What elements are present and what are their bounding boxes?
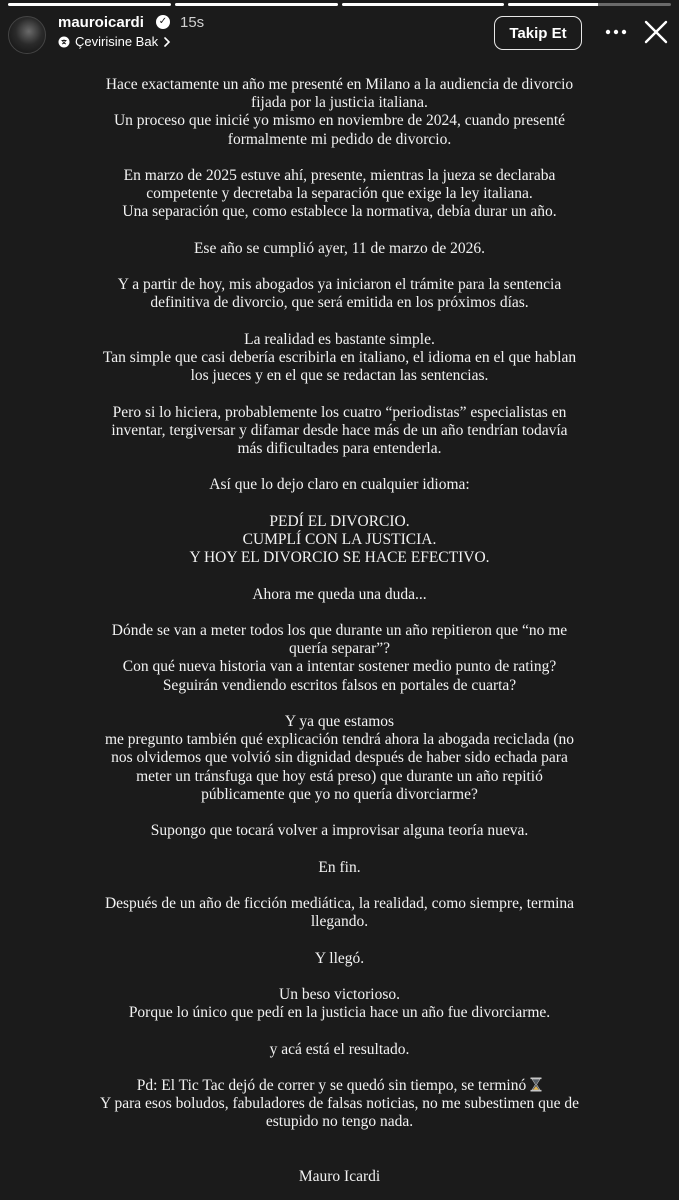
paragraph <box>70 167 609 222</box>
text-line: En fin. <box>318 858 361 876</box>
text-line: Una separación que, como establece la normativa, debía durar un año. <box>122 203 557 221</box>
hourglass-icon <box>530 1077 542 1092</box>
progress-fill <box>342 3 505 6</box>
text-line: Y HOY EL DIVORCIO SE HACE EFECTIVO. <box>189 549 490 567</box>
post-text <box>70 76 609 1186</box>
progress-fill <box>175 3 338 6</box>
text-line: formalmente mi pedido de divorcio. <box>227 130 452 148</box>
paragraph <box>70 622 609 695</box>
paragraph <box>70 331 609 386</box>
chevron-right-icon <box>163 37 171 47</box>
paragraph <box>70 713 609 804</box>
verified-badge-icon: ✓ <box>156 15 170 29</box>
text-line: En marzo de 2025 estuve ahí, presente, mientras la jueza se declaraba <box>123 167 556 184</box>
text-line: los jueces y en el que se redactan las sentencias. <box>190 367 489 385</box>
text-line: quería separar”? <box>288 640 391 658</box>
text-line: me pregunto también qué explicación tendrá ahora la abogada reciclada (no <box>104 731 575 749</box>
progress-fill <box>508 3 598 6</box>
paragraph <box>70 513 609 568</box>
paragraph <box>70 476 609 494</box>
paragraph <box>70 986 609 1022</box>
text-line: nos olvidemos que volvió sin dignidad después de haber sido echada para <box>111 749 568 767</box>
paragraph <box>70 276 609 312</box>
paragraph <box>70 404 609 459</box>
text-line: Pero si lo hiciera, probablemente los cuatro “periodistas” especialistas en <box>112 403 567 421</box>
postscript <box>70 1077 609 1132</box>
text-line: competente y decretaba la separación que exige la ley italiana. <box>146 185 533 203</box>
username[interactable]: mauroicardi <box>58 14 144 31</box>
translate-link[interactable] <box>58 34 171 49</box>
text-line: definitiva de divorcio, que será emitida en los próximos días. <box>150 294 529 312</box>
text-line: Dónde se van a meter todos los que durante un año repitieron que “no me <box>111 621 568 639</box>
text-line: Ese año se cumplió ayer, 11 de marzo de 2026. <box>193 239 486 257</box>
text-line: La realidad es bastante simple. <box>244 330 435 348</box>
paragraph <box>70 822 609 840</box>
text-line: Y ya que estamos <box>284 712 395 730</box>
text-line: CUMPLÍ CON LA JUSTICIA. <box>242 530 437 548</box>
progress-segment <box>508 3 671 6</box>
paragraph <box>70 1041 609 1059</box>
text-line: Tan simple que casi debería escribirla en italiano, el idioma en el que hablan <box>102 348 577 366</box>
close-icon[interactable] <box>642 18 670 46</box>
text-line: Supongo que tocará volver a improvisar alguna teoría nueva. <box>150 822 529 840</box>
progress-fill <box>8 3 171 6</box>
story-progress <box>8 3 671 6</box>
text-line: Hace exactamente un año me presenté en Milano a la audiencia de divorcio <box>105 76 574 93</box>
post-time: 15s <box>180 14 205 31</box>
translate-icon <box>58 36 70 48</box>
text-line: Así que lo dejo claro en cualquier idioma: <box>209 476 470 494</box>
text-line: y acá está el resultado. <box>269 1040 410 1058</box>
text-line: Y llegó. <box>314 949 365 967</box>
progress-segment <box>342 3 505 6</box>
follow-button[interactable]: Takip Et <box>494 16 582 50</box>
text-line: PEDÍ EL DIVORCIO. <box>269 512 410 530</box>
text-line: llegando. <box>310 913 369 931</box>
story-header <box>8 12 671 56</box>
paragraph <box>70 586 609 604</box>
text-line: Después de un año de ficción mediática, la realidad, como siempre, termina <box>104 894 575 912</box>
postscript-line: estupido no tengo nada. <box>265 1113 414 1131</box>
paragraph <box>70 859 609 877</box>
text-line: más dificultades para entenderla. <box>237 439 442 457</box>
text-line: Y a partir de hoy, mis abogados ya iniciaron el trámite para la sentencia <box>117 276 562 294</box>
postscript-line: Y para esos boludos, fabuladores de falsas noticias, no me subestimen que de <box>100 1095 579 1113</box>
text-line: Porque lo único que pedí en la justicia hace un año fue divorciarme. <box>128 1004 551 1022</box>
progress-segment <box>8 3 171 6</box>
more-icon[interactable] <box>602 22 630 42</box>
text-line: fijada por la justicia italiana. <box>251 94 428 112</box>
paragraph <box>70 240 609 258</box>
paragraph <box>70 895 609 931</box>
text-line: Seguirán vendiendo escritos falsos en portales de cuarta? <box>162 676 517 694</box>
text-line: inventar, tergiversar y difamar desde hace más de un año tendrían todavía <box>111 421 568 439</box>
text-line: Un beso victorioso. <box>279 985 400 1003</box>
avatar[interactable] <box>8 16 46 54</box>
text-line: Ahora me queda una duda... <box>252 585 427 603</box>
signature: Mauro Icardi <box>298 1167 381 1185</box>
text-line: Con qué nueva historia van a intentar sostener medio punto de rating? <box>122 658 557 676</box>
paragraph <box>70 950 609 968</box>
paragraph <box>70 76 609 149</box>
text-line: Un proceso que inicié yo mismo en noviembre de 2024, cuando presenté <box>113 112 566 130</box>
progress-segment <box>175 3 338 6</box>
text-line: meter un tránsfuga que hoy está preso) que durante un año repitió <box>136 767 543 785</box>
translate-label: Çevirisine Bak <box>75 34 159 49</box>
text-line: públicamente que yo no quería divorciarme? <box>201 785 478 803</box>
postscript-line: Pd: El Tic Tac dejó de correr y se quedó sin tiempo, se terminó <box>136 1076 527 1094</box>
